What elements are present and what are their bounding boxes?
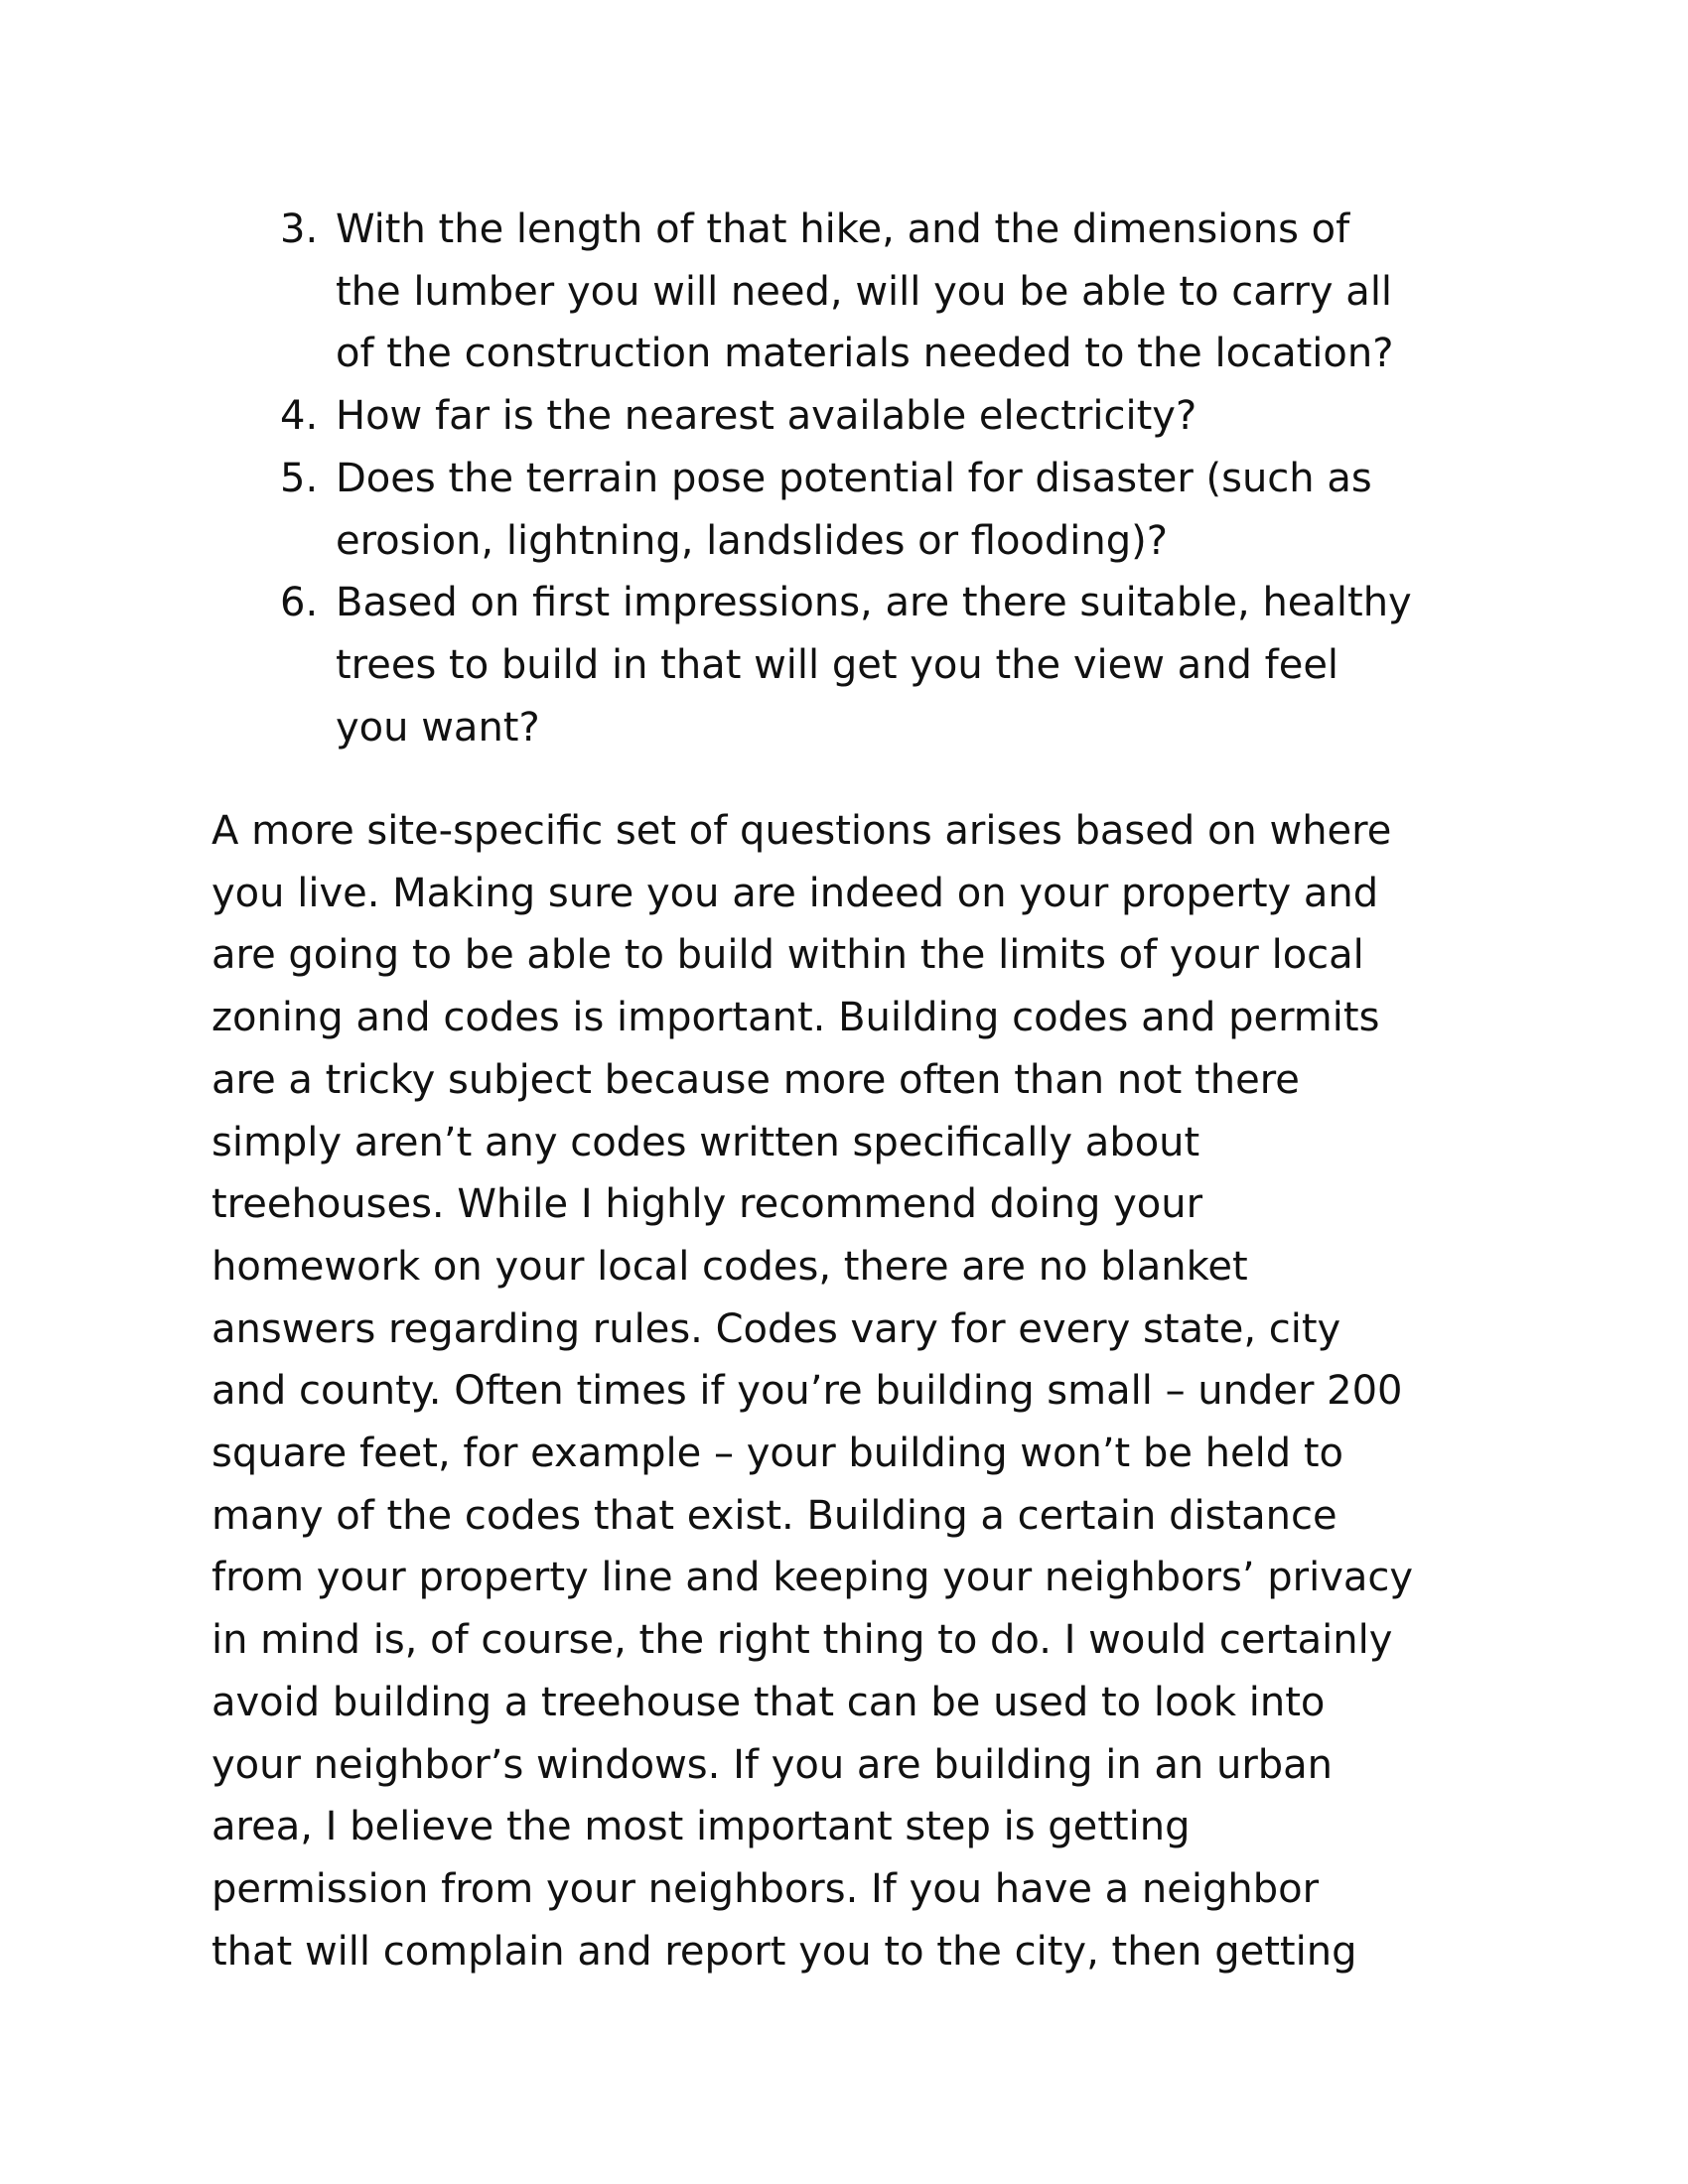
list-item-line: trees to build in that will get you the view and feel (336, 641, 1339, 688)
paragraph-line: zoning and codes is important. Building codes and permits (211, 995, 1380, 1041)
paragraph-line: permission from your neighbors. If you have a neighbor (211, 1865, 1320, 1912)
paragraph-line: in mind is, of course, the right thing to do. I would certainly (211, 1617, 1393, 1664)
paragraph-line: that will complain and report you to the city, then getting (211, 1928, 1357, 1975)
list-item-line: With the length of that hike, and the dimensions of (336, 206, 1350, 252)
paragraph-line: treehouses. While I highly recommend doing your (211, 1181, 1203, 1228)
paragraph-line: area, I believe the most important step is getting (211, 1804, 1191, 1850)
body-paragraph (211, 800, 1492, 1982)
paragraph-line: answers regarding rules. Codes vary for every state, city (211, 1305, 1341, 1352)
paragraph-line: are going to be able to build within the limits of your local (211, 932, 1364, 979)
list-item-line: How far is the nearest available electricity? (336, 393, 1197, 440)
paragraph-line: and county. Often times if you’re building small – under 200 (211, 1368, 1403, 1415)
paragraph-line: square feet, for example – your building won’t be held to (211, 1431, 1343, 1477)
list-item-line: the lumber you will need, will you be able to carry all (336, 268, 1393, 315)
list-item-line: of the construction materials needed to the location? (336, 331, 1394, 377)
paragraph-line: your neighbor’s windows. If you are building in an urban (211, 1741, 1334, 1788)
list-item-number: 3. (280, 206, 319, 252)
paragraph-line: many of the codes that exist. Building a certain distance (211, 1492, 1337, 1539)
paragraph-line: simply aren’t any codes written specifically about (211, 1119, 1200, 1165)
paragraph-line: avoid building a treehouse that can be used to look into (211, 1679, 1326, 1725)
list-item (280, 572, 1501, 758)
list-item (280, 448, 1501, 572)
paragraph-line: homework on your local codes, there are no blanket (211, 1243, 1248, 1290)
list-item-line: Does the terrain pose potential for disaster (such as (336, 455, 1372, 501)
list-item-line: Based on first impressions, are there suitable, healthy (336, 580, 1412, 626)
list-item-line: erosion, lightning, landslides or flooding)? (336, 517, 1168, 564)
paragraph-line: are a tricky subject because more often than not there (211, 1056, 1300, 1103)
paragraph-line: A more site-specific set of questions arises based on where (211, 808, 1392, 854)
paragraph-line: you live. Making sure you are indeed on your property and (211, 870, 1379, 916)
paragraph-line: from your property line and keeping your neighbors’ privacy (211, 1555, 1414, 1601)
list-item (280, 199, 1501, 385)
list-item (280, 385, 1501, 448)
list-item-number: 5. (280, 455, 319, 501)
list-item-number: 4. (280, 393, 319, 440)
numbered-question-list (280, 199, 1501, 758)
list-item-number: 6. (280, 580, 319, 626)
list-item-line: you want? (336, 704, 540, 751)
